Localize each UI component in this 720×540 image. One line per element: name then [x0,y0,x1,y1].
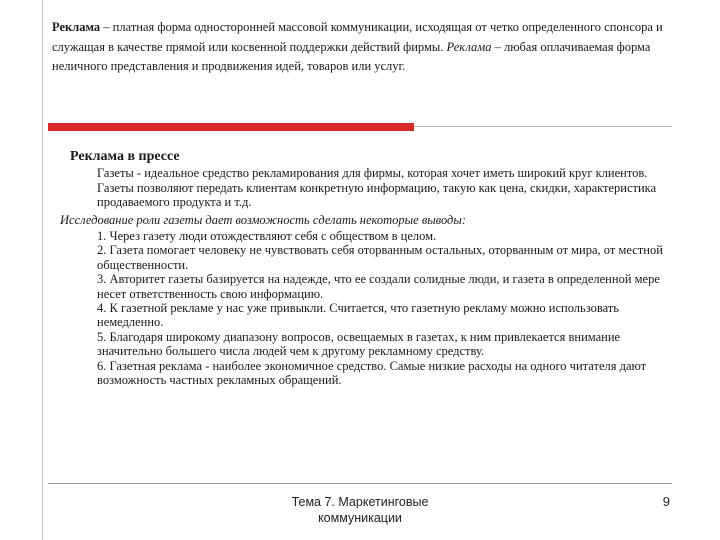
thin-divider-rule [414,126,672,127]
section-title: Реклама в прессе [70,149,180,164]
footer-caption: Тема 7. Маркетинговые коммуникации [291,495,429,525]
definition-text-2: – любая оплачиваемая форма неличного представления и продвижения идей, товаров или услуг. [52,39,651,73]
page-number: 9 [662,494,670,509]
list-item: 6. Газетная реклама - наиболее экономичное средство. Самые низкие расходы на одного читателя дают возможность частных рекламных обращений. [97,358,647,388]
research-statement: Исследование роли газеты дает возможность сделать некоторые выводы: [60,213,467,227]
section-lead-paragraph: Газеты - идеальное средство рекламирования для фирмы, которая хочет иметь широкий круг клиентов. Газеты позволяют передать клиентам конкретную информацию, такую как цена, скидки, характеристика продаваемого продукта и т.д. [97,166,657,210]
left-vertical-rule [42,0,43,540]
footer-rule [48,483,672,484]
list-item: 3. Авторитет газеты базируется на надежде, что ее создали солидные люди, и газета в определенной мере несет ответственность свою информацию. [97,272,660,301]
list-item: 4. К газетной рекламе у нас уже привыкли. Считается, что газетную рекламу можно использовать немедленно. [97,301,619,330]
conclusion-points-list [97,229,672,387]
list-item: 2. Газета помогает человеку не чувствовать себя оторванным остальных, оторванным от мира, от местной общественности. [97,243,663,272]
definition-text-1: – платная форма односторонней массовой коммуникации, исходящая от четко определенного спонсора и служащая в качестве прямой или косвенной поддержки действий фирмы. [52,20,663,54]
intro-definitions [52,18,672,77]
list-item: 1. Через газету люди отождествляют себя с обществом в целом. [97,229,437,243]
accent-divider-bar [48,123,414,131]
section-lead-block [97,166,672,210]
definition-term-2: Реклама [446,39,492,54]
definition-term-1: Реклама [52,20,101,34]
list-item: 5. Благодаря широкому диапазону вопросов, освещаемых в газетах, к ним привлекается внимание значительно большего числа людей чем к другому рекламному средству. [97,329,621,359]
